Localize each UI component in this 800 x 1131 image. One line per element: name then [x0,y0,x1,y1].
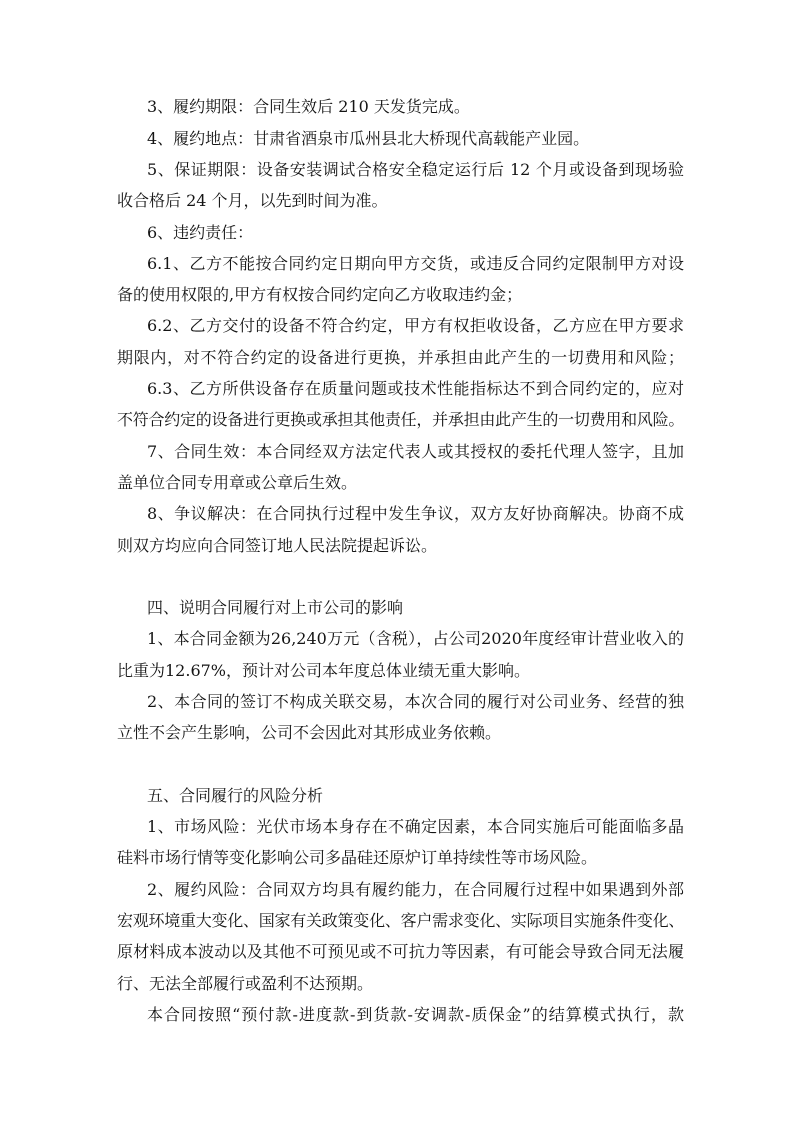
clause-dispute-resolution [117,498,684,561]
impact-line: 比重为12.67%，预计对公司本年度总体业绩无重大影响。 [117,660,531,680]
clause-line: 6.1、乙方不能按合同约定日期向甲方交货，或违反合同约定限制甲方对设 [147,253,684,273]
clause-delivery-location [117,123,684,154]
clause-line: 6.2、乙方交付的设备不符合约定，甲方有权拒收设备，乙方应在甲方要求 [147,316,684,336]
impact-item-independence [117,686,684,749]
paragraph-gap [117,561,684,592]
impact-line: 1、本合同金额为26,240万元（含税），占公司2020年度经审计营业收入的 [147,629,684,649]
impact-line: 2、本合同的签订不构成关联交易，本次合同的履行对公司业务、经营的独 [147,691,684,711]
clause-line: 3、履约期限：合同生效后 210 天发货完成。 [147,97,470,117]
clause-breach-6-1 [117,248,684,311]
section-heading-risk: 五、合同履行的风险分析 [147,785,324,805]
risk-line: 2、履约风险：合同双方均具有履约能力，在合同履行过程中如果遇到外部 [147,879,684,899]
risk-line: 1、市场风险：光伏市场本身存在不确定因素，本合同实施后可能面临多晶 [147,817,684,837]
clause-warranty-period [117,154,684,217]
clause-line: 期限内，对不符合约定的设备进行更换，并承担由此产生的一切费用和风险； [117,347,684,367]
clause-line: 8、争议解决：在合同执行过程中发生争议，双方友好协商解决。协商不成 [147,504,684,524]
clause-line: 5、保证期限：设备安装调试合格安全稳定运行后 12 个月或设备到现场验 [147,159,684,179]
clause-breach-6-3 [117,373,684,436]
clause-line: 6、违约责任： [147,222,254,242]
clause-line: 收合格后 24 个月，以先到时间为准。 [117,191,388,211]
impact-line: 立性不会产生影响，公司不会因此对其形成业务依赖。 [117,723,502,743]
clause-line: 则双方均应向合同签订地人民法院提起诉讼。 [117,535,438,555]
risk-item-performance [117,874,684,999]
risk-item-settlement [117,999,684,1030]
clause-line: 备的使用权限的,甲方有权按合同约定向乙方收取违约金； [117,285,523,305]
clause-breach-liability [117,217,684,248]
section-risk [117,780,684,1030]
risk-item-market [117,811,684,874]
clause-line: 4、履约地点：甘肃省酒泉市瓜州县北大桥现代高载能产业园。 [147,128,590,148]
paragraph-gap [117,749,684,780]
clause-breach-6-2 [117,310,684,373]
risk-line: 宏观环境重大变化、国家有关政策变化、客户需求变化、实际项目实施条件变化、 [117,911,684,931]
section-impact [117,592,684,748]
clause-delivery-period [117,91,684,122]
impact-item-amount [117,623,684,686]
clause-line: 不符合约定的设备进行更换或承担其他责任，并承担由此产生的一切费用和风险。 [117,410,684,430]
clause-line: 6.3、乙方所供设备存在质量问题或技术性能指标达不到合同约定的，应对 [147,379,684,399]
clause-contract-effective [117,436,684,499]
clause-line: 7、合同生效：本合同经双方法定代表人或其授权的委托代理人签字，且加 [147,441,684,461]
section-heading-impact: 四、说明合同履行对上市公司的影响 [147,598,404,618]
risk-line: 原材料成本波动以及其他不可预见或不可抗力等因素，有可能会导致合同无法履 [117,942,684,962]
risk-line: 行、无法全部履行或盈利不达预期。 [117,973,374,993]
risk-line: 硅料市场行情等变化影响公司多晶硅还原炉订单持续性等市场风险。 [117,848,598,868]
document-body [117,91,684,1030]
clause-line: 盖单位合同专用章或公章后生效。 [117,472,358,492]
risk-line: 本合同按照“预付款-进度款-到货款-安调款-质保金”的结算模式执行，款 [147,1004,684,1024]
